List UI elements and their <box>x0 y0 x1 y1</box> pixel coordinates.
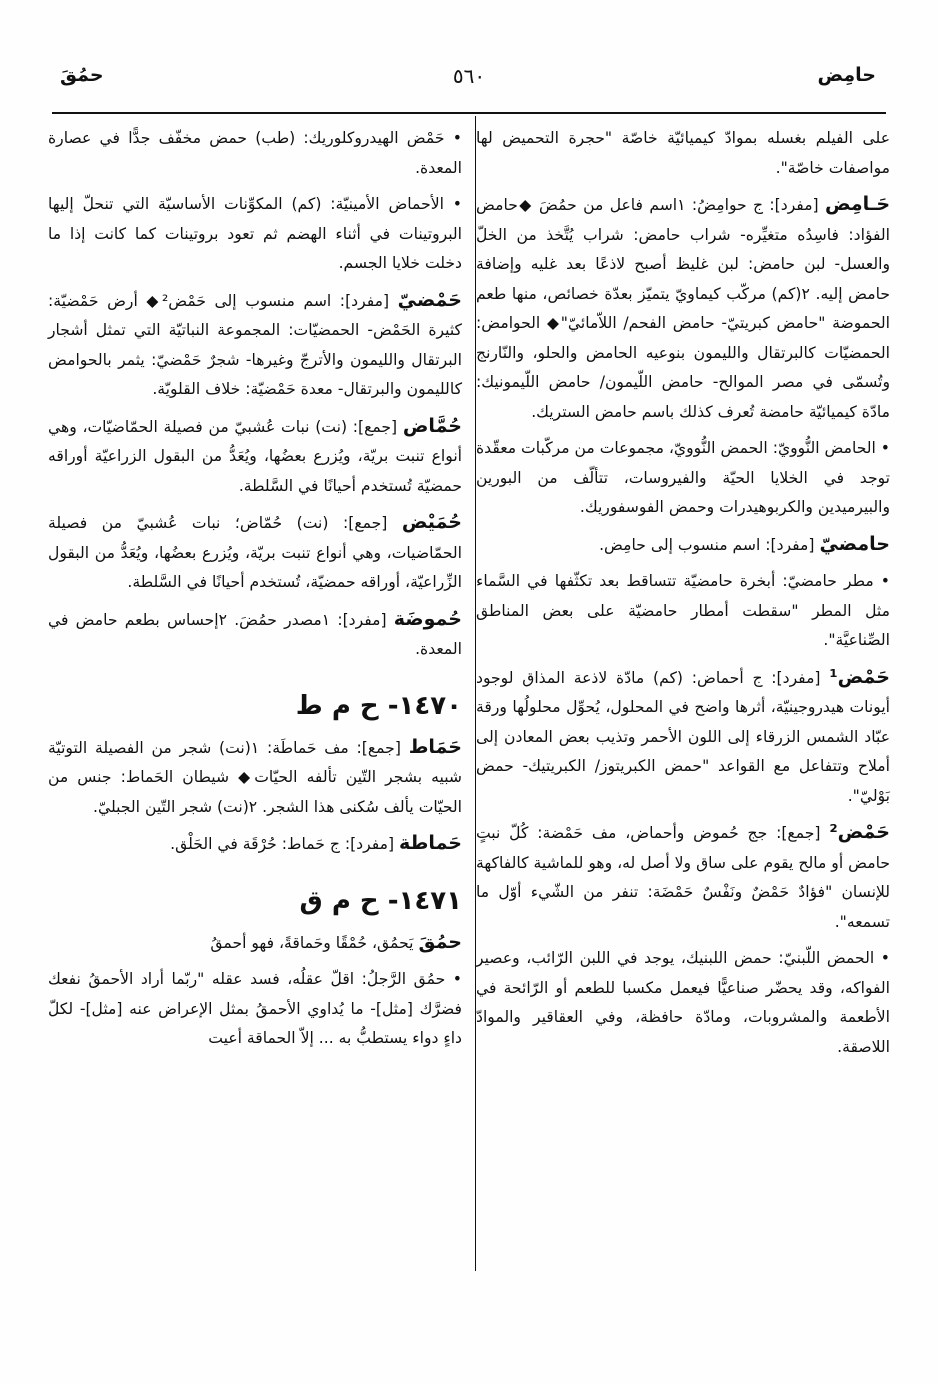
entry-text: • الأحماض الأمينيّة: (كم) المكوِّنات الأساسيّة التي تنحلّ إليها البروتينات في أثناء الهضم ثم تعود بروتينات كما كانت إذا ما دخلت خلايا الجسم. <box>48 195 462 272</box>
dictionary-entry <box>48 829 462 860</box>
running-head-left: حمُقَ <box>60 64 104 86</box>
dictionary-entry <box>476 530 890 561</box>
dictionary-entry <box>48 605 462 665</box>
entry-headword: حامضيّ <box>819 532 890 555</box>
dictionary-entry <box>476 124 890 183</box>
entry-headword: حُمَّاض <box>402 414 462 437</box>
entry-text: [مفرد]: اسم منسوب إلى حَمْض²◆ أرض حَمْضيّة: كثيرة الحَمْض- الحمضيّات: المجموعة النباتيّة التي تمثل أشجار البرتقال والليمون والأترجّ وغيرها- شجرٌ حَمْضيّ: يثمر بالحوامض كالليمون والبرتقال- معدة حَمْضيّة: خلاف القلويّة. <box>48 291 462 398</box>
left-column <box>48 124 462 1061</box>
entry-text: على الفيلم بغسله بموادّ كيميائيّة خاصّة "حجرة التحميض لها مواصفات خاصّة". <box>476 129 890 177</box>
dictionary-entry <box>476 434 890 523</box>
dictionary-entry <box>48 190 462 279</box>
entry-text: • مطر حامضيّ: أبخرة حامضيّة تتساقط بعد تكثّفها في السَّماء مثل المطر "سقطت أمطار حامضيّة على بعض المناطق الصِّناعيَّة". <box>476 572 890 649</box>
entry-text: • حمُق الرَّجلُ: اقلّ عقلُه، فسد عقله "ربّما أراد الأحمقُ نفعك فضرَّك [مثل]- ما يُداوي الأحمقُ بمثل الإعراض عنه [مثل]- لكلّ داءٍ دواء يستطبُّ به ... إلاّ الحماقة أعيت <box>48 970 462 1047</box>
dictionary-entry <box>48 733 462 823</box>
entry-headword: حُمَيْض <box>401 511 462 533</box>
header-rule <box>52 112 886 114</box>
entry-text: [مفرد]: اسم منسوب إلى حامِض. <box>599 535 820 554</box>
dictionary-entry <box>48 124 462 183</box>
entry-text: يَحمُق، حُمْقًا وحَماقةً، فهو أحمقُ <box>210 933 419 952</box>
dictionary-entry <box>476 663 890 812</box>
dictionary-entry <box>476 567 890 656</box>
entry-text: • الحامض النُّوويّ: الحمض النُّوويّ، مجموعات من مركّبات معقّدة توجد في الخلايا الحيّة والفيروسات، تتألّف من البورين والبيرميدين والكربوهيدرات وحمض الفوسفوريك. <box>475 439 890 516</box>
entry-headword: حَمْضيّ <box>397 288 462 311</box>
entry-text: • الحمض اللّبنيّ: حمض اللبنيك، يوجد في اللبن الرّائب، وعصير الفواكه، وقد يحضّر صناعيًّا فيعمل مكسبا للطعم أو الرّائحة في الأطعمة والمشروبات، ومادّة حافظة، وفي العقاقير والموادّ اللاصقة. <box>476 949 890 1056</box>
dictionary-entry <box>48 508 462 598</box>
running-head-right: حامِض <box>817 64 876 86</box>
dictionary-entry <box>476 944 890 1062</box>
dictionary-entry <box>48 928 462 959</box>
entry-headword: حُموضَة <box>393 607 462 630</box>
entry-text: [جمع]: جج حُموض وأحماض، مف حَمْضة: كُلّ نبتٍ حامض أو مالح يقوم على ساق ولا أصل له، وهو للماشية كالفاكهة للإنسان "فؤادٌ حَمْضٌ ونَفْسٌ حَمْضَة: تنفر من الشّيء أوّل ما تسمعه". <box>476 824 890 931</box>
entry-headword: حَمْض¹ <box>829 665 890 688</box>
dictionary-entry <box>476 818 890 937</box>
entry-headword: حَمْض² <box>829 821 890 843</box>
entry-text: • حَمْض الهيدروكلوريك: (طب) حمض مخفّف جدًّا في عصارة المعدة. <box>48 129 462 177</box>
entry-headword: حَمَاط <box>408 735 462 758</box>
dictionary-entry <box>476 190 890 427</box>
entry-headword: حَـامِض <box>825 193 891 215</box>
entry-headword: حمُقَ <box>418 930 462 953</box>
entry-text: [مفرد]: ج حَماط: حُرْقَة في الحَلْق. <box>170 835 400 853</box>
entry-text: [جمع]: مف حَماطَة: ١(نت) شجر من الفصيلة التوتيّة شبيه بشجر التّين تألفه الحيّات◆ شيطان الحَماط: جنس من الحيّات يألف سُكنى هذا الشجر. ٢(نت) شجر التّين الجبليّ. <box>48 738 462 816</box>
dictionary-entry <box>48 965 462 1054</box>
right-column <box>476 124 890 1069</box>
entry-text: [جمع]: (نت) نبات عُشبيّ من فصيلة الحمّاضيّات، وهي أنواع تنبت بريّة، ويُزرع بعضُها، ويُعَدُّ من البقول الزراعيّة أوراقه حمضيّة تُستخدم أحيانًا في السَّلطة. <box>48 417 462 495</box>
entry-text: [جمع]: (نت) حُمّاض؛ نبات عُشبيّ من فصيلة الحمّاضيات، وهي أنواع تنبت بريّة، ويُزرع بعضُها، ويُعَدُّ من البقول الزِّراعيّة، أوراقه حمضيّة، تُستخدم أحيانًا في السَّلطة. <box>48 514 462 591</box>
root-section-heading: ١٤٧٠- ح م ط <box>295 690 462 721</box>
page-number: ٥٦٠ <box>452 64 486 88</box>
entry-text: [مفرد]: ١مصدر حمُضَ. ٢إحساس بطعم حامض في المعدة. <box>48 610 462 658</box>
dictionary-entry <box>48 286 462 405</box>
root-section-heading: ١٤٧١- ح م ق <box>299 885 462 916</box>
entry-text: [مفرد]: ج أحماض: (كم) مادّة لاذعة المذاق لوجود أيونات هيدروجينيّة، أثرها واضح في المحلول، يُحوِّل محلولُها ورقة عبّاد الشمس الزرقاء إلى اللون الأحمر وتذيب بعض المعادن إلى أملاح وتتفاعل مع القواعد "حمض الكبريتوز/ الكبريتيك- حمض بَوْليّ". <box>476 668 890 805</box>
dictionary-entry <box>48 412 462 502</box>
entry-text: [مفرد]: ج حوامِضُ: ١اسم فاعل من حمُضَ ◆حامض الفؤاد: فاسِدُه متغيِّره- شراب حامض: شراب يُتَّخذ من الخلّ والعسل- لبن حامض: لبن غليظ أصبح لاذعًا بعد غليه وإضافة حامض إليه. ٢(كم) مركّب كيماويّ يتميّز بعدّة خصائص، منها طعم الحموضة "حامض كبريتيّ- حامض الفحم/ اللاّمائيّ"◆ الحوامض: الحمضيّات كالبرتقال والليمون بنوعيه الحامض والحلو، والنّارنج وتُسمّى في مصر الموالح- حامض اللّيمون/ حامض اللّيمونيك: مادّة كيميائيّة حامضة تُعرف كذلك باسم حامض الستريك. <box>476 196 891 421</box>
entry-headword: حَماطة <box>399 832 462 854</box>
